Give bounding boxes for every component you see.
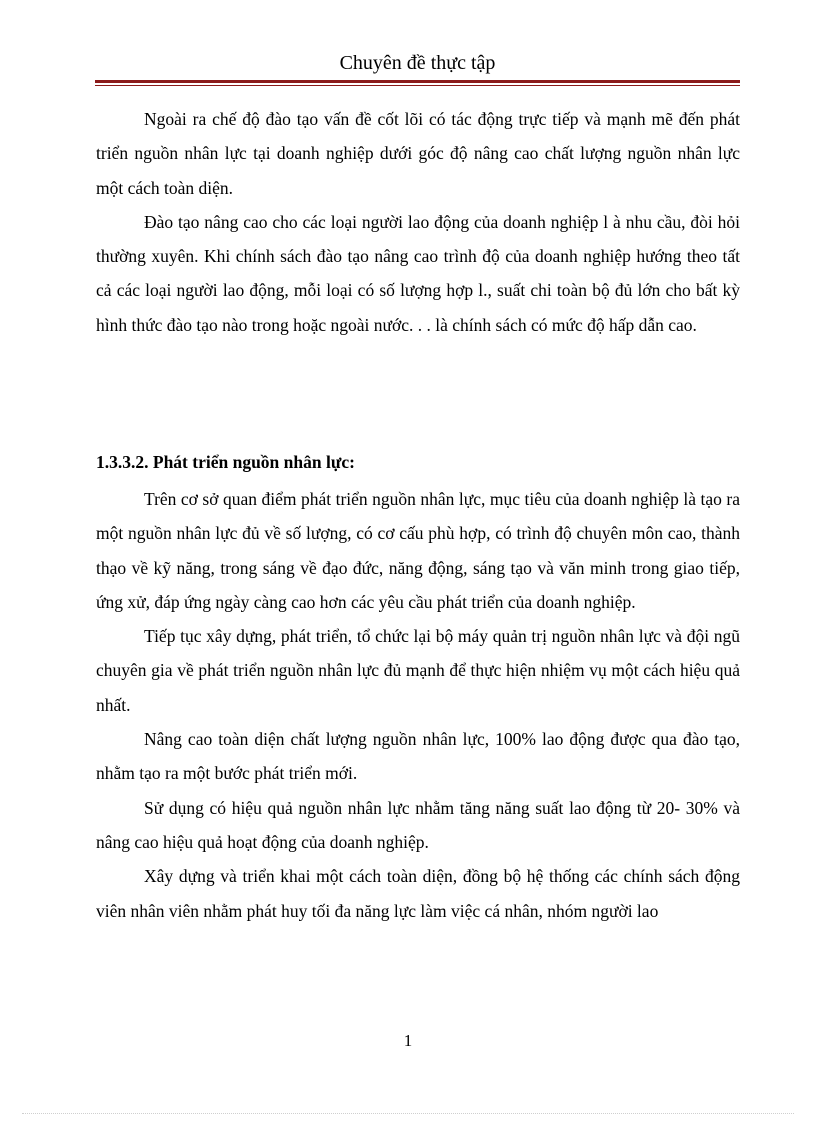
header-rule-thick xyxy=(95,80,740,83)
paragraph: Nâng cao toàn diện chất lượng nguồn nhân lực, 100% lao động được qua đào tạo, nhằm tạo ra một bước phát triển mới. xyxy=(96,729,740,784)
paragraph: Tiếp tục xây dựng, phát triển, tổ chức lại bộ máy quản trị nguồn nhân lực và đội ngũ chuyên gia về phát triển nguồn nhân lực đủ mạnh để thực hiện nhiệm vụ một cách hiệu quả nhất. xyxy=(96,626,740,715)
paragraph: Ngoài ra chế độ đào tạo vấn đề cốt lõi có tác động trực tiếp và mạnh mẽ đến phát triển nguồn nhân lực tại doanh nghiệp dưới góc độ nâng cao chất lượng nguồn nhân lực một cách toàn diện. xyxy=(96,109,740,198)
paragraph: Sử dụng có hiệu quả nguồn nhân lực nhằm tăng năng suất lao động từ 20- 30% và nâng cao hiệu quả hoạt động của doanh nghiệp. xyxy=(96,797,740,852)
page-number: 1 xyxy=(403,1031,413,1050)
page-bottom-divider xyxy=(22,1113,794,1114)
body-block-section xyxy=(96,482,740,928)
body-block-intro xyxy=(96,102,740,342)
paragraph: Xây dựng và triển khai một cách toàn diện, đồng bộ hệ thống các chính sách động viên nhân viên nhằm phát huy tối đa năng lực làm việc cá nhân, nhóm người lao xyxy=(96,866,740,921)
paragraph: Đào tạo nâng cao cho các loại người lao động của doanh nghiệp l à nhu cầu, đòi hỏi thường xuyên. Khi chính sách đào tạo nâng cao trình độ của doanh nghiệp hướng theo tất cả các loại người lao động, mỗi loại có số lượng hợp l., suất chi toàn bộ đủ lớn cho bất kỳ hình thức đào tạo nào trong hoặc ngoài nước. . . là chính sách có mức độ hấp dẫn cao. xyxy=(96,211,740,335)
header-title: Chuyên đề thực tập xyxy=(339,52,496,74)
paragraph: Trên cơ sở quan điểm phát triển nguồn nhân lực, mục tiêu của doanh nghiệp là tạo ra một nguồn nhân lực đủ về số lượng, có cơ cấu phù hợp, có trình độ chuyên môn cao, thành thạo về kỹ năng, trong sáng về đạo đức, năng động, sáng tạo và văn minh trong giao tiếp, ứng xử, đáp ứng ngày càng cao hơn các yêu cầu phát triển của doanh nghiệp. xyxy=(96,489,740,612)
header-rule-thin xyxy=(95,85,740,86)
section-heading: 1.3.3.2. Phát triển nguồn nhân lực: xyxy=(96,452,355,472)
